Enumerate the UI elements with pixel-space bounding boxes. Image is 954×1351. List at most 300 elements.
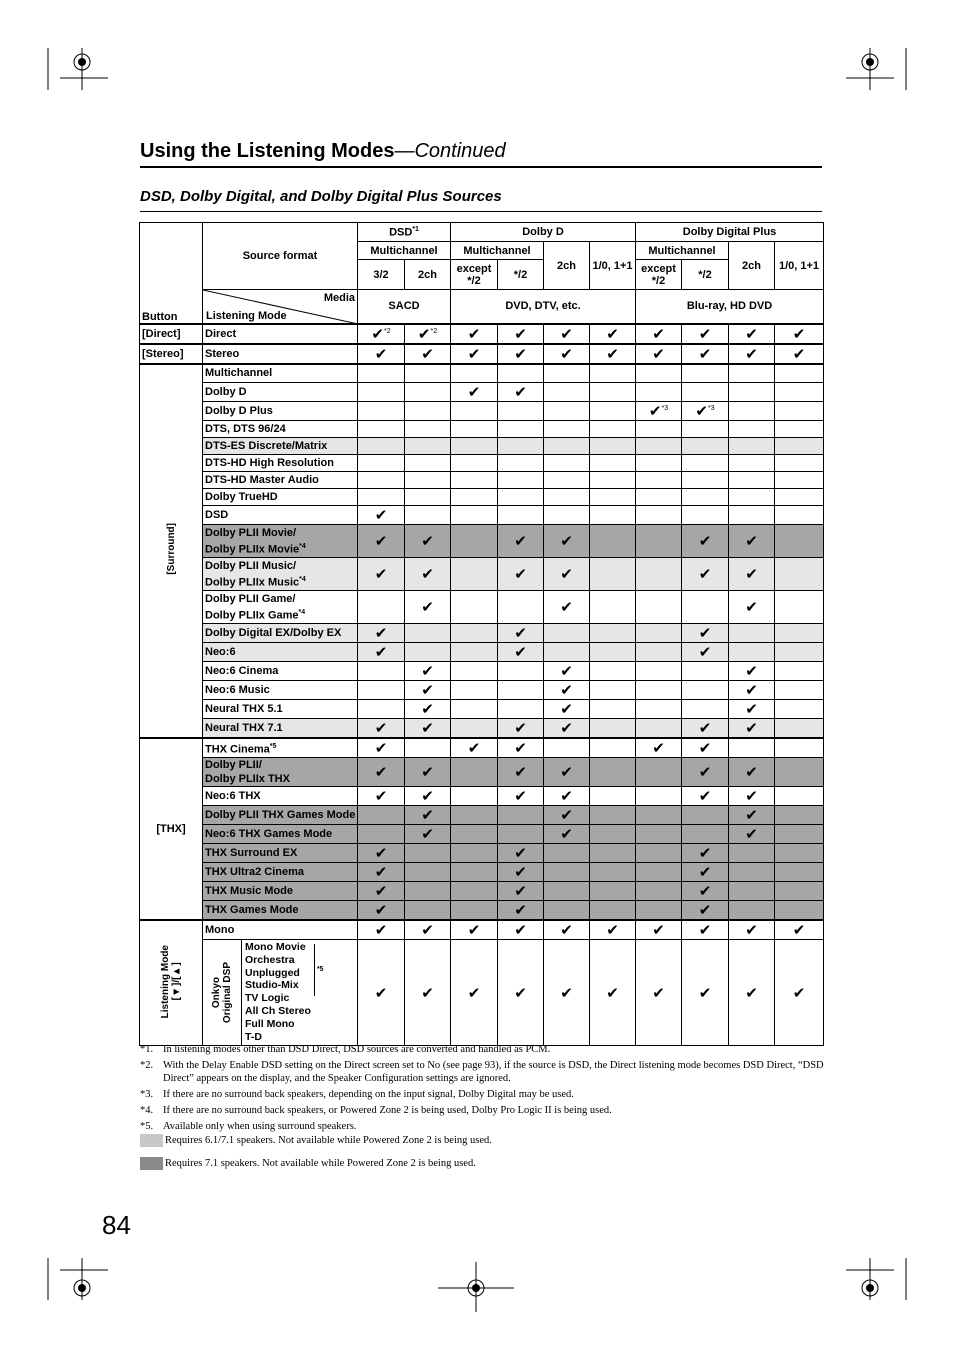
support-cell: [498, 421, 544, 438]
support-cell: [358, 844, 405, 863]
support-cell: [358, 438, 405, 455]
support-cell: [544, 662, 590, 681]
support-cell: [405, 700, 451, 719]
listening-mode-name: Neo:6 THX: [203, 787, 358, 806]
check-icon: ✔: [698, 533, 712, 550]
table-row: [140, 920, 824, 940]
support-cell: [729, 700, 775, 719]
listening-mode-name: Dolby D: [203, 383, 358, 402]
button-surround: [Surround]: [140, 364, 203, 739]
support-cell: [729, 738, 775, 758]
check-icon: ✔: [698, 883, 712, 900]
support-cell: [775, 758, 824, 787]
support-cell: [451, 455, 498, 472]
support-cell: [405, 472, 451, 489]
footnote: *4. If there are no surround back speakers, or Powered Zone 2 is being used, Dolby Pro Logic II is being used.: [140, 1105, 612, 1116]
support-cell: [636, 863, 682, 882]
listening-mode-name: Neural THX 5.1: [203, 700, 358, 719]
support-cell: [636, 364, 682, 383]
check-icon: ✔: [467, 984, 481, 1002]
table-row: [140, 882, 824, 901]
support-cell: [451, 825, 498, 844]
support-cell: [682, 324, 729, 344]
support-cell: [729, 489, 775, 506]
footnote: *1. In listening modes other than DSD Direct, DSD sources are converted and handled as PCM.: [140, 1044, 551, 1055]
support-cell: [405, 806, 451, 825]
support-cell: [544, 863, 590, 882]
check-icon: ✔: [467, 922, 481, 939]
listening-mode-name: Mono: [203, 920, 358, 940]
support-cell: [451, 700, 498, 719]
support-cell: [775, 787, 824, 806]
dsd-2ch-header: 2ch: [405, 260, 451, 290]
support-cell: [451, 806, 498, 825]
support-cell: [451, 624, 498, 643]
check-icon: ✔: [374, 720, 388, 737]
support-cell: [498, 364, 544, 383]
support-cell: [682, 863, 729, 882]
support-cell: [544, 882, 590, 901]
page-title: Using the Listening Modes—Continued: [140, 140, 506, 162]
check-icon: ✔: [652, 984, 665, 1002]
table-row: [140, 472, 824, 489]
footnote: *3. If there are no surround back speakers, depending on the input signal, Dolby Digital may be used.: [140, 1089, 574, 1100]
support-cell: [729, 364, 775, 383]
support-cell: [498, 844, 544, 863]
support-cell: [682, 506, 729, 525]
check-icon: ✔: [421, 984, 434, 1002]
check-icon: ✔: [514, 566, 527, 583]
support-cell: [451, 844, 498, 863]
check-icon: ✔: [745, 682, 758, 699]
support-cell: [590, 825, 636, 844]
check-icon: ✔: [698, 864, 712, 881]
support-cell: [682, 719, 729, 739]
support-cell: [636, 324, 682, 344]
check-icon: ✔: [695, 403, 708, 420]
support-cell: [405, 844, 451, 863]
listening-mode-name: DTS-HD Master Audio: [203, 472, 358, 489]
listening-mode-name: THX Ultra2 Cinema: [203, 863, 358, 882]
support-cell: [682, 940, 729, 1046]
support-cell: [451, 472, 498, 489]
support-cell: [775, 421, 824, 438]
check-icon: ✔: [745, 764, 758, 781]
support-cell: [451, 901, 498, 921]
support-cell: [636, 844, 682, 863]
support-cell: [682, 700, 729, 719]
check-icon: ✔: [745, 533, 758, 550]
support-cell: [636, 438, 682, 455]
support-cell: ✔$^{*3}$: [636, 402, 682, 421]
check-icon: ✔: [514, 788, 527, 805]
table-row: [140, 758, 824, 787]
check-icon: ✔: [698, 566, 712, 583]
support-cell: [590, 525, 636, 558]
check-icon: ✔: [745, 984, 758, 1002]
support-cell: [682, 472, 729, 489]
support-cell: [405, 364, 451, 383]
support-cell: [498, 472, 544, 489]
support-cell: [636, 700, 682, 719]
onkyo-dsp-mode: All Ch Stereo: [245, 1004, 311, 1017]
support-cell: [775, 489, 824, 506]
support-cell: [636, 525, 682, 558]
support-cell: [775, 844, 824, 863]
support-cell: [544, 421, 590, 438]
check-icon: ✔: [745, 807, 758, 824]
dsd-multichannel-header: Multichannel: [358, 242, 451, 260]
support-cell: [590, 901, 636, 921]
support-cell: [358, 643, 405, 662]
check-icon: ✔: [698, 922, 712, 939]
onkyo-dsp-mode: Full Mono: [245, 1017, 295, 1030]
support-cell: [498, 624, 544, 643]
support-cell: [590, 455, 636, 472]
support-cell: [682, 591, 729, 624]
support-cell: [636, 806, 682, 825]
check-icon: ✔: [560, 701, 573, 718]
listening-mode-name: Dolby D Plus: [203, 402, 358, 421]
check-icon: ✔: [745, 701, 758, 718]
support-cell: [498, 506, 544, 525]
support-cell: [451, 364, 498, 383]
dolbyd-2ch-header: 2ch: [544, 242, 590, 290]
support-cell: [405, 719, 451, 739]
support-cell: [682, 662, 729, 681]
page-number: 84: [102, 1210, 131, 1240]
support-cell: [451, 787, 498, 806]
check-icon: ✔: [698, 720, 712, 737]
support-cell: [775, 806, 824, 825]
check-icon: ✔: [652, 740, 665, 757]
table-row: [140, 438, 824, 455]
table-row: [140, 901, 824, 921]
support-cell: [358, 455, 405, 472]
check-icon: ✔: [560, 533, 573, 550]
support-cell: [729, 421, 775, 438]
check-icon: ✔: [374, 533, 388, 550]
check-icon: ✔: [374, 740, 388, 757]
support-cell: [358, 700, 405, 719]
footnotes: [140, 1043, 825, 1136]
support-cell: [451, 738, 498, 758]
support-cell: [590, 643, 636, 662]
support-cell: [775, 472, 824, 489]
media-bluray: Blu-ray, HD DVD: [636, 290, 824, 324]
support-cell: [729, 455, 775, 472]
support-cell: [775, 662, 824, 681]
table-row: [140, 662, 824, 681]
support-cell: [358, 525, 405, 558]
support-cell: [636, 591, 682, 624]
support-cell: [636, 662, 682, 681]
support-cell: [544, 558, 590, 591]
support-cell: [358, 940, 405, 1046]
support-cell: [682, 383, 729, 402]
check-icon: ✔: [467, 345, 481, 363]
check-icon: ✔: [560, 720, 573, 737]
support-cell: [775, 700, 824, 719]
check-icon: ✔: [560, 764, 573, 781]
listening-mode-name: DTS, DTS 96/24: [203, 421, 358, 438]
check-icon: ✔: [792, 984, 806, 1002]
support-cell: [729, 844, 775, 863]
check-icon: ✔: [606, 325, 619, 343]
support-cell: [682, 787, 729, 806]
support-cell: [775, 402, 824, 421]
media-dvd: DVD, DTV, etc.: [451, 290, 636, 324]
listening-mode-name: Dolby Digital EX/Dolby EX: [203, 624, 358, 643]
support-cell: [358, 662, 405, 681]
support-cell: [451, 558, 498, 591]
support-cell: [729, 806, 775, 825]
support-cell: [775, 681, 824, 700]
listening-mode-name: Dolby PLII THX Games Mode: [203, 806, 358, 825]
dolbyd-multichannel-header: Multichannel: [451, 242, 544, 260]
support-cell: [544, 700, 590, 719]
check-icon: ✔: [745, 566, 758, 583]
support-cell: [544, 525, 590, 558]
support-cell: [682, 901, 729, 921]
check-icon: ✔: [374, 864, 388, 881]
check-icon: ✔: [374, 764, 388, 781]
table-row: [140, 591, 824, 624]
support-cell: [775, 825, 824, 844]
support-cell: [451, 758, 498, 787]
support-cell: [729, 901, 775, 921]
check-icon: ✔: [421, 682, 434, 699]
listening-mode-name: DSD: [203, 506, 358, 525]
support-cell: [544, 364, 590, 383]
support-cell: [451, 719, 498, 739]
support-cell: [636, 383, 682, 402]
listening-mode-name: THX Music Mode: [203, 882, 358, 901]
support-cell: [498, 787, 544, 806]
table-row: [140, 383, 824, 402]
support-cell: [405, 643, 451, 662]
support-cell: ✔$^{*2}$: [405, 324, 451, 344]
check-icon: ✔: [698, 845, 712, 862]
check-icon: ✔: [514, 325, 527, 343]
table-row: [140, 489, 824, 506]
check-icon: ✔: [745, 325, 758, 343]
support-cell: [775, 438, 824, 455]
check-icon: ✔: [514, 922, 527, 939]
check-icon: ✔: [421, 720, 434, 737]
ddplus-multichannel-header: Multichannel: [636, 242, 729, 260]
table-row: [140, 344, 824, 364]
support-cell: [498, 455, 544, 472]
listening-mode-name: DTS-HD High Resolution: [203, 455, 358, 472]
support-cell: [498, 662, 544, 681]
listening-mode-name: Neo:6: [203, 643, 358, 662]
support-cell: [405, 344, 451, 364]
button-header-cell: Button: [140, 223, 203, 324]
check-icon: ✔: [648, 403, 662, 420]
listening-mode-name: Dolby PLII Movie/ Dolby PLIIx Movie$^{*4}$: [203, 525, 358, 558]
media-listening-mode-diagonal: Media Listening Mode: [203, 290, 358, 324]
table-row: [140, 806, 824, 825]
check-icon: ✔: [421, 599, 434, 616]
check-icon: ✔: [745, 720, 758, 737]
support-cell: [636, 344, 682, 364]
check-icon: ✔: [467, 384, 481, 401]
dsd-header: DSD$^{*1}$: [358, 223, 451, 242]
dsd-32-header: 3/2: [358, 260, 405, 290]
support-cell: [729, 558, 775, 591]
dolby-d-header: Dolby D: [451, 223, 636, 242]
check-icon: ✔: [792, 325, 806, 343]
check-icon: ✔: [421, 807, 434, 824]
support-cell: [498, 438, 544, 455]
support-cell: [498, 825, 544, 844]
support-cell: [405, 383, 451, 402]
support-cell: [590, 383, 636, 402]
support-cell: [729, 758, 775, 787]
support-cell: [451, 506, 498, 525]
support-cell: [729, 472, 775, 489]
listening-mode-name: Neural THX 7.1: [203, 719, 358, 739]
support-cell: [682, 844, 729, 863]
support-cell: [590, 624, 636, 643]
support-cell: [544, 738, 590, 758]
footnote: *5. Available only when using surround speakers.: [140, 1121, 357, 1132]
table-row: [140, 624, 824, 643]
support-cell: [544, 624, 590, 643]
support-cell: [590, 700, 636, 719]
support-cell: [636, 421, 682, 438]
check-icon: ✔: [421, 788, 434, 805]
support-cell: [682, 758, 729, 787]
onkyo-dsp-mode: Orchestra: [245, 953, 295, 966]
support-cell: [544, 472, 590, 489]
dolbyd-slash2-header: */2: [498, 260, 544, 290]
table-row: [140, 364, 824, 383]
support-cell: [544, 806, 590, 825]
support-cell: [682, 421, 729, 438]
support-cell: [729, 591, 775, 624]
support-cell: [729, 825, 775, 844]
table-row: [140, 421, 824, 438]
support-cell: [405, 920, 451, 940]
support-cell: [405, 455, 451, 472]
listening-mode-name: Neo:6 Cinema: [203, 662, 358, 681]
support-cell: [775, 558, 824, 591]
listening-mode-name: THX Games Mode: [203, 901, 358, 921]
table-row: [140, 844, 824, 863]
support-cell: [498, 402, 544, 421]
support-cell: [636, 489, 682, 506]
support-cell: [775, 940, 824, 1046]
support-cell: [636, 472, 682, 489]
check-icon: ✔: [374, 883, 388, 900]
check-icon: ✔: [467, 740, 481, 757]
listening-mode-name: THX Surround EX: [203, 844, 358, 863]
support-cell: [358, 591, 405, 624]
button-direct: [Direct]: [140, 324, 203, 344]
check-icon: ✔: [698, 902, 712, 919]
support-cell: [590, 324, 636, 344]
check-icon: ✔: [792, 922, 806, 939]
check-icon: ✔: [417, 325, 431, 343]
check-icon: ✔: [371, 325, 384, 343]
support-cell: [405, 591, 451, 624]
check-icon: ✔: [745, 663, 758, 680]
support-cell: [498, 558, 544, 591]
support-cell: [682, 364, 729, 383]
onkyo-dsp-cell: Onkyo Original DSP Mono Movie Orchestra Unplugged Studio-Mix TV Logic All Ch Stereo Full Mono T-D *5: [203, 940, 358, 1046]
section-rule: [140, 211, 822, 212]
support-cell: [775, 901, 824, 921]
check-icon: ✔: [514, 720, 527, 737]
support-cell: [498, 901, 544, 921]
support-cell: [729, 643, 775, 662]
onkyo-dsp-mode: Studio-Mix: [245, 979, 299, 992]
check-icon: ✔: [514, 984, 527, 1002]
dolbyd-10-header: 1/0, 1+1: [590, 242, 636, 290]
check-icon: ✔: [514, 345, 527, 363]
check-icon: ✔: [560, 826, 573, 843]
listening-mode-name: Multichannel: [203, 364, 358, 383]
check-icon: ✔: [560, 663, 573, 680]
support-cell: [636, 787, 682, 806]
support-cell: [544, 344, 590, 364]
listening-mode-name: Dolby TrueHD: [203, 489, 358, 506]
support-cell: [544, 844, 590, 863]
support-cell: [405, 421, 451, 438]
section-title: DSD, Dolby Digital, and Dolby Digital Plus Sources: [140, 188, 502, 205]
listening-mode-name: Dolby PLII Music/ Dolby PLIIx Music$^{*4}$: [203, 558, 358, 591]
support-cell: [590, 719, 636, 739]
check-icon: ✔: [374, 845, 388, 862]
support-cell: [358, 421, 405, 438]
support-cell: [544, 825, 590, 844]
support-cell: [358, 472, 405, 489]
support-cell: [775, 364, 824, 383]
support-cell: [729, 383, 775, 402]
onkyo-dsp-mode: TV Logic: [245, 992, 290, 1005]
support-cell: [498, 643, 544, 662]
check-icon: ✔: [514, 625, 527, 642]
support-cell: [682, 344, 729, 364]
support-cell: [405, 402, 451, 421]
support-cell: [451, 882, 498, 901]
support-cell: [590, 558, 636, 591]
support-cell: [451, 344, 498, 364]
support-cell: [729, 787, 775, 806]
check-icon: ✔: [514, 883, 527, 900]
support-cell: [775, 920, 824, 940]
support-cell: [405, 525, 451, 558]
source-format-label: Source format: [203, 223, 358, 290]
support-cell: [544, 383, 590, 402]
support-cell: [590, 344, 636, 364]
check-icon: ✔: [560, 788, 573, 805]
support-cell: [636, 738, 682, 758]
button-listening-mode: Listening Mode [◄]/[►]: [140, 920, 203, 1046]
table-row: [140, 719, 824, 739]
support-cell: [358, 738, 405, 758]
support-cell: [729, 402, 775, 421]
check-icon: ✔: [421, 663, 434, 680]
check-icon: ✔: [514, 864, 527, 881]
support-cell: [405, 681, 451, 700]
title-rule: [140, 166, 822, 168]
support-cell: [729, 719, 775, 739]
support-cell: [590, 738, 636, 758]
support-cell: [358, 344, 405, 364]
